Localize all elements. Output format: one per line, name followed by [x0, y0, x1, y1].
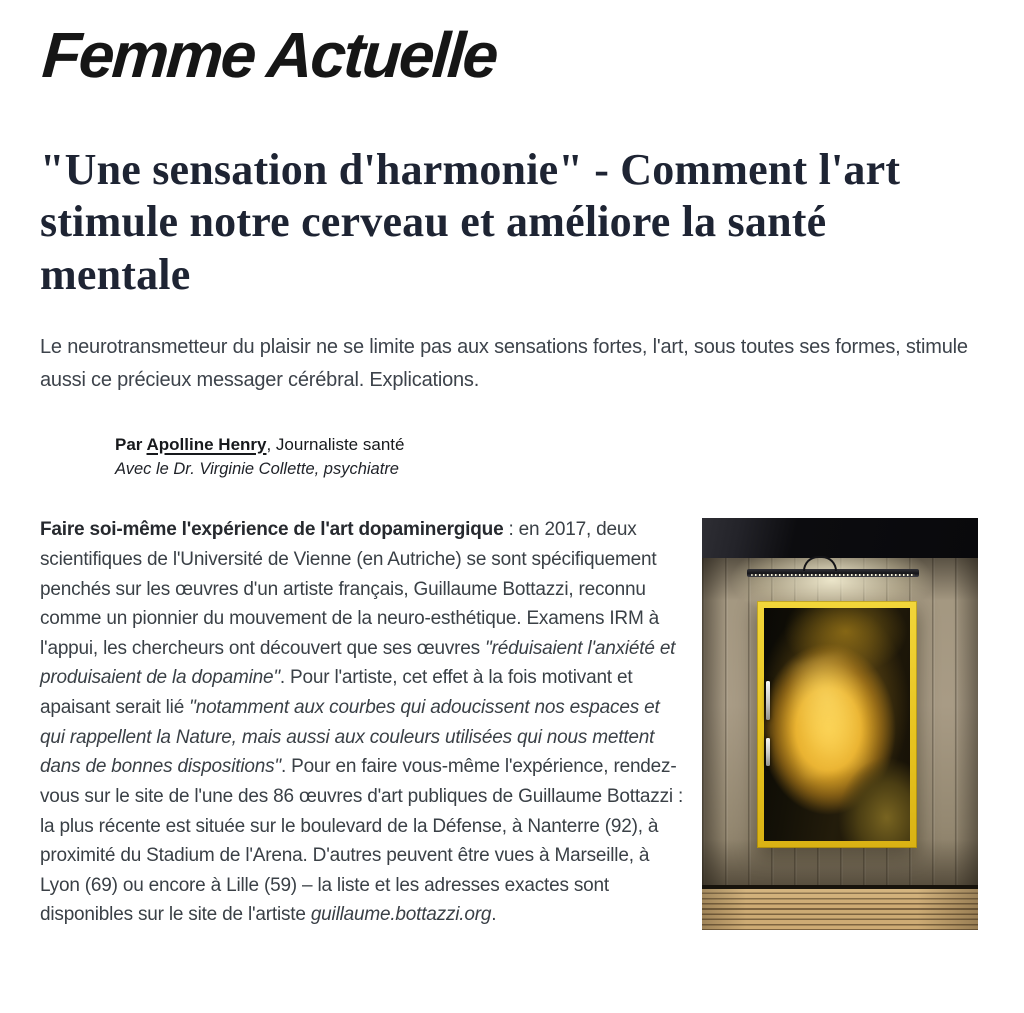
artwork-photo [702, 518, 978, 930]
coauthor-credit: Avec le Dr. Virginie Collette, psychiatre [115, 460, 399, 479]
article-headline: "Une sensation d'harmonie" - Comment l'art stimule notre cerveau et améliore la santé mentale [40, 145, 901, 299]
body-text-segment: . Pour l'artiste, cet effet à la fois motivant et apaisant serait lié [40, 667, 633, 719]
photo-picture-light [747, 569, 919, 577]
site-logo[interactable]: Femme Actuelle [40, 19, 499, 91]
author-link[interactable]: Apolline Henry [146, 434, 267, 454]
body-text-segment: "notamment aux courbes qui adoucissent nos espaces et qui rappellent la Nature, mais aussi aux couleurs utilisées qui nous mettent dans de bonnes dispositions" [40, 697, 660, 778]
author-role: , Journaliste santé [266, 434, 405, 454]
article-lede: Le neurotransmetteur du plaisir ne se limite pas aux sensations fortes, l'art, sous toutes ses formes, stimule aussi ce précieux messager cérébral. Explications. [40, 336, 968, 391]
body-text-segment: "réduisaient l'anxiété et produisaient de la dopamine" [40, 637, 676, 689]
byline-prefix: Par [115, 434, 147, 454]
body-text-segment: guillaume.bottazzi.org [310, 904, 492, 926]
photo-door-handle-top [766, 681, 770, 720]
author-avatar[interactable] [45, 428, 102, 485]
body-text-segment: . [491, 904, 497, 926]
article-body-wrap [40, 515, 978, 936]
photo-artwork-frame [757, 601, 917, 848]
photo-artwork-canvas [764, 608, 910, 841]
photo-wood-deck [702, 885, 978, 930]
byline-main [115, 432, 404, 458]
photo-door-handle-bottom [766, 738, 770, 766]
byline-text [115, 432, 404, 482]
byline [45, 428, 978, 485]
body-text-segment: . Pour en faire vous-même l'expérience, rendez-vous sur le site de l'une des 86 œuvres d'art publiques de Guillaume Bottazzi : la plus récente est située sur le boulevard de la Défense, à Nanterre (92), à proximité du Stadium de l'Arena. D'autres peuvent être vues à Marseille, à Lyon (69) ou encore à Lille (59) – la liste et les adresses exactes sont disponibles sur le site de l'artiste [40, 756, 684, 926]
photo-ceiling-area [702, 518, 978, 558]
body-text-segment: Faire soi-même l'expérience de l'art dopaminergique [40, 519, 504, 541]
body-text-segment: : en 2017, deux scientifiques de l'Université de Vienne (en Autriche) se sont spécifiquement penchés sur les œuvres d'un artiste français, Guillaume Bottazzi, reconnu comme un pionnier du mouvement de la neuro-esthétique. Examens IRM à l'appui, les chercheurs ont découvert que ses œuvres [40, 519, 660, 659]
